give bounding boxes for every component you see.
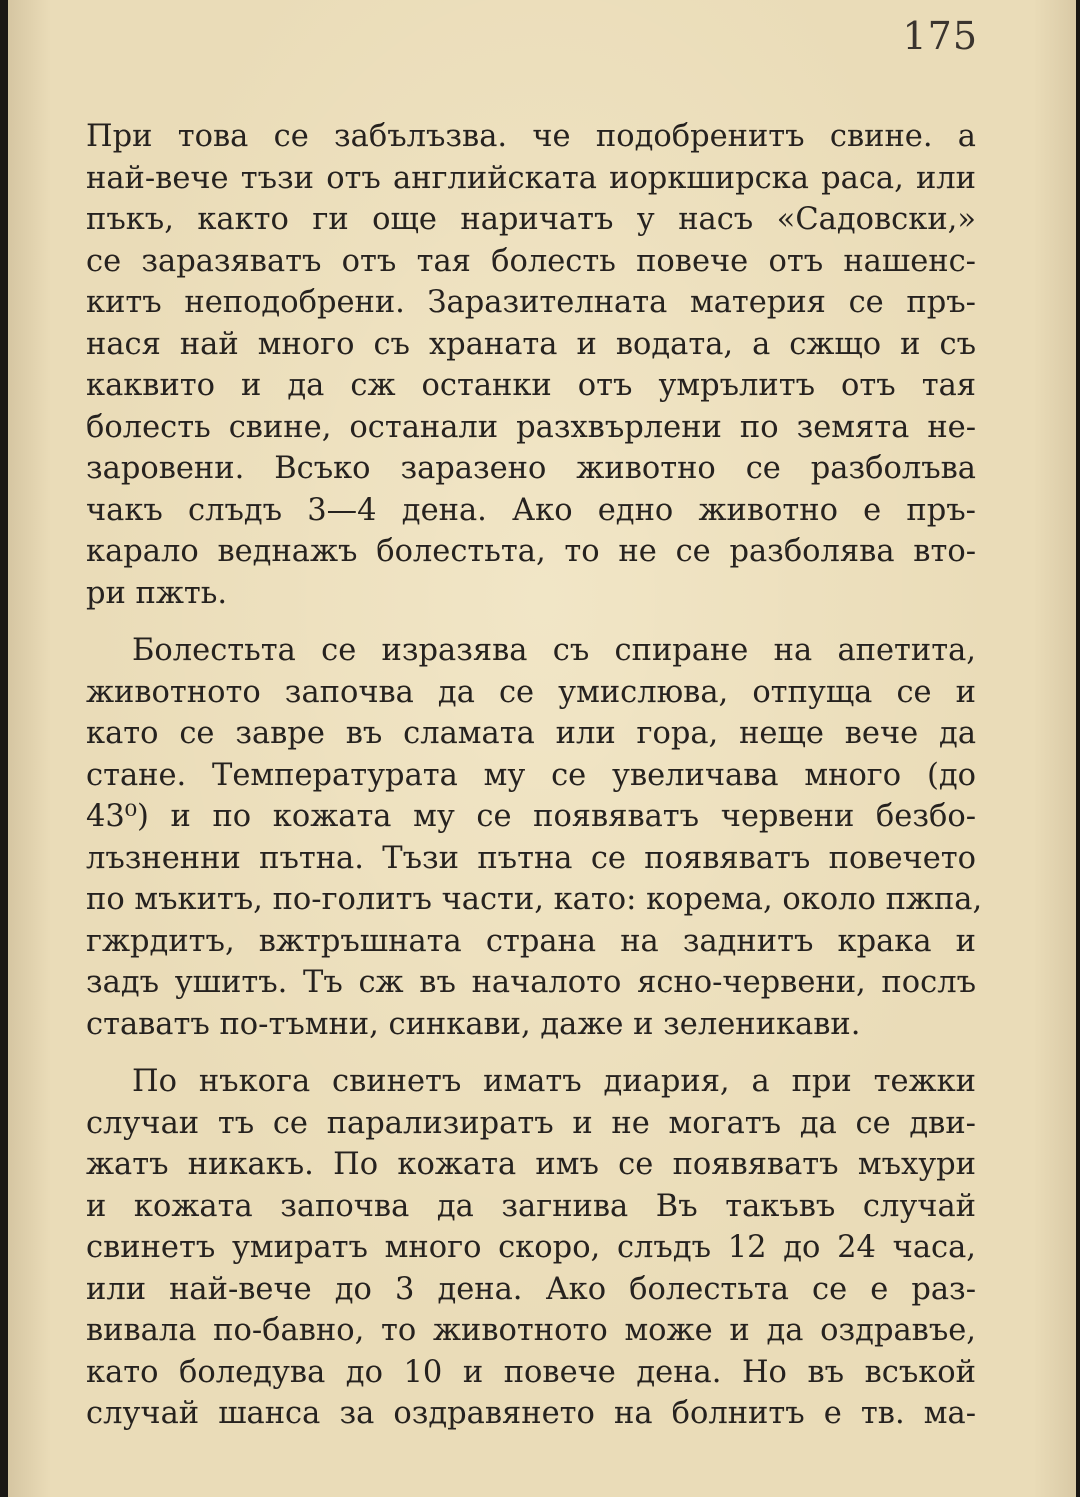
text-line: и кожата започва да загнива Въ такъвъ случай xyxy=(86,1188,976,1224)
body-text xyxy=(86,116,983,1451)
text-line: свинетъ умиратъ много скоро, слъдъ 12 до 24 часа, xyxy=(86,1230,976,1265)
text-line: При това се забълъзва. че подобренитъ свине. а xyxy=(86,119,976,154)
text-line: нася най много съ храната и водата, а сжщо и съ xyxy=(86,326,976,362)
text-line: най-вече тъзи отъ английската иоркширска раса, или xyxy=(86,160,976,196)
text-line: китъ неподобрени. Заразителната материя се пръ- xyxy=(86,285,976,320)
text-line: се заразяватъ отъ тая болесть повече отъ нашенс- xyxy=(86,243,976,279)
text-line: По нъкога свинетъ иматъ диария, а при тежки xyxy=(132,1064,976,1099)
text-line: като се завре въ сламата или гора, неще вече да xyxy=(86,716,976,751)
text-line: Болестьта се изразява съ спиране на апетита, xyxy=(132,633,976,668)
text-line: по мъкитъ, по-голитъ части, като: корема, около пжпа, xyxy=(86,882,983,917)
text-line: или най-вече до 3 дена. Ако болестьта се е раз- xyxy=(86,1271,976,1307)
paragraph-1 xyxy=(86,116,976,614)
page-number: 175 xyxy=(902,14,978,58)
text-line: вивала по-бавно, то животното може и да оздравъе, xyxy=(86,1313,976,1348)
text-line: жатъ никакъ. По кожата имъ се появяватъ мъхури xyxy=(86,1147,976,1182)
text-line: задъ ушитъ. Тъ сж въ началото ясно-червени, послъ xyxy=(86,965,976,1000)
text-line: стане. Температурата му се увеличава много (до xyxy=(86,757,976,793)
text-line: чакъ слъдъ 3—4 дена. Ако едно животно е пръ- xyxy=(86,492,976,528)
text-line: 43⁰) и по кожата му се появяватъ червени безбо- xyxy=(86,799,976,834)
text-line: каквито и да сж останки отъ умрълитъ отъ тая xyxy=(86,368,976,403)
text-line: гжрдитъ, вжтръшната страна на заднитъ крака и xyxy=(86,923,976,959)
text-line: лъзненни пътна. Тъзи пътна се появяватъ повечето xyxy=(86,840,976,876)
text-line: случаи тъ се парализиратъ и не могатъ да се дви- xyxy=(86,1105,976,1141)
paragraph-2 xyxy=(86,630,983,1045)
book-page xyxy=(8,0,1076,1497)
text-line: пъкъ, както ги още наричатъ у насъ «Садовски,» xyxy=(86,202,976,237)
text-line: като боледува до 10 и повече дена. Но въ всъкой xyxy=(86,1354,976,1390)
text-line: болесть свине, останали разхвърлени по земята не- xyxy=(86,409,976,445)
text-line: животното започва да се умислюва, отпуща се и xyxy=(86,674,976,710)
text-line: случай шанса за оздравянето на болнитъ е тв. ма- xyxy=(86,1396,976,1431)
text-line: заровени. Всъко заразено животно се разболъва xyxy=(86,451,976,486)
text-line: ри пжть. xyxy=(86,575,228,611)
paragraph-3 xyxy=(86,1061,976,1435)
text-line: ставатъ по-тъмни, синкави, даже и зеленикави. xyxy=(86,1006,861,1042)
text-line: карало веднажъ болестьта, то не се разболява вто- xyxy=(86,534,976,569)
